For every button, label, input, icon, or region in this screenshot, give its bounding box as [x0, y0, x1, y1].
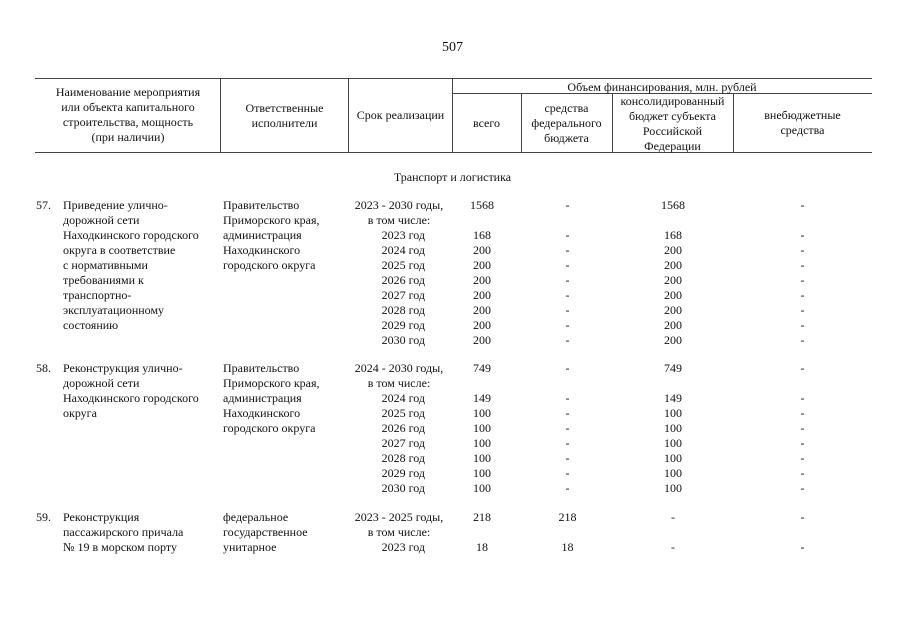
header-consolidated-line: Российской: [642, 124, 703, 138]
row-extrabudgetary-line: -: [800, 361, 805, 375]
row-term-line: 2026 год: [381, 421, 425, 435]
row-total-line: 149: [473, 391, 491, 405]
row-federal-line: -: [565, 391, 570, 405]
row-responsible: [223, 510, 348, 555]
header-top-border: [35, 78, 872, 79]
row-term-line: 2026 год: [381, 273, 425, 287]
header-name-line: (при наличии): [91, 130, 165, 144]
row-federal-line: -: [565, 406, 570, 420]
row-extrabudgetary-line: -: [800, 273, 805, 287]
col-divider-1: [220, 78, 221, 152]
row-federal-line: -: [565, 318, 570, 332]
row-extrabudgetary-line: -: [800, 198, 805, 212]
row-term: [349, 361, 449, 496]
row-name: [63, 361, 223, 421]
row-federal-line: -: [565, 288, 570, 302]
row-extrabudgetary-line: -: [800, 436, 805, 450]
row-total-line: 200: [473, 288, 491, 302]
row-name-line: транспортно-: [63, 288, 132, 302]
row-total-line: 749: [473, 361, 491, 375]
row-total-line: 100: [473, 451, 491, 465]
row-responsible-line: администрация: [223, 391, 302, 405]
row-federal-line: -: [565, 228, 570, 242]
row-term-line: 2025 год: [381, 406, 425, 420]
row-federal-line: 218: [558, 510, 577, 524]
row-total-line: 100: [473, 421, 491, 435]
row-federal-line: [540, 376, 595, 391]
row-responsible-line: государственное: [223, 525, 308, 539]
section-title: Транспорт и логистика: [393, 170, 512, 184]
row-extrabudgetary-line: [780, 213, 825, 228]
row-federal-line: -: [565, 243, 570, 257]
row-extrabudgetary-line: -: [800, 391, 805, 405]
row-responsible-line: Правительство: [223, 198, 300, 212]
row-total-line: [462, 376, 502, 391]
row-consolidated-line: -: [671, 510, 675, 524]
row-extrabudgetary: [780, 198, 825, 348]
row-responsible: [223, 198, 348, 273]
row-consolidated-line: 168: [664, 228, 682, 242]
row-term-line: 2028 год: [381, 303, 425, 317]
header-responsible-line: Ответственные: [245, 101, 324, 115]
row-total-line: 168: [473, 228, 491, 242]
page-number: 507: [442, 40, 463, 55]
row-consolidated-line: 1568: [661, 198, 685, 212]
row-federal-line: -: [565, 451, 570, 465]
row-name-line: с нормативными: [63, 258, 148, 272]
header-consolidated: [612, 94, 733, 154]
header-bottom-border: [35, 152, 872, 153]
row-term-line: 2023 - 2030 годы,: [354, 198, 444, 212]
row-total-line: [462, 213, 502, 228]
row-total-line: 218: [473, 510, 491, 524]
row-total-line: [462, 525, 502, 540]
row-term-line: 2023 - 2025 годы,: [354, 510, 444, 524]
row-consolidated-line: 200: [664, 273, 682, 287]
row-total-line: 18: [476, 540, 488, 554]
row-name-line: пассажирского причала: [63, 525, 184, 539]
row-extrabudgetary-line: -: [800, 243, 805, 257]
row-name-line: дорожной сети: [63, 213, 140, 227]
row-total-line: 200: [473, 273, 491, 287]
row-federal-line: -: [565, 421, 570, 435]
row-consolidated-line: [640, 213, 706, 228]
row-consolidated-line: 100: [664, 451, 682, 465]
row-responsible-line: унитарное: [223, 540, 277, 554]
row-federal-line: [540, 525, 595, 540]
row-consolidated-line: 100: [664, 406, 682, 420]
row-consolidated-line: 200: [664, 243, 682, 257]
header-federal-line: федерального: [531, 116, 602, 130]
row-name: [63, 510, 223, 555]
row-consolidated: [640, 510, 706, 555]
row-name-line: требованиями к: [63, 273, 144, 287]
row-federal: [540, 361, 595, 496]
row-responsible-line: Правительство: [223, 361, 300, 375]
header-responsible-line: исполнители: [251, 116, 318, 130]
row-total-line: 100: [473, 481, 491, 495]
row-responsible-line: Приморского края,: [223, 376, 320, 390]
row-extrabudgetary-line: [780, 525, 825, 540]
row-term-line: в том числе:: [367, 525, 431, 539]
row-name-line: Реконструкция: [63, 510, 140, 524]
header-extrabudgetary-line: средства: [780, 123, 825, 137]
row-responsible-line: федеральное: [223, 510, 289, 524]
row-consolidated-line: 100: [664, 481, 682, 495]
row-total-line: 200: [473, 303, 491, 317]
row-term-line: 2024 - 2030 годы,: [354, 361, 444, 375]
row-term-line: 2027 год: [381, 288, 425, 302]
header-responsible: [222, 101, 347, 131]
row-consolidated-line: [640, 525, 706, 540]
header-name-line: или объекта капитального: [61, 100, 195, 114]
row-total-line: 200: [473, 333, 491, 347]
row-extrabudgetary-line: -: [800, 303, 805, 317]
row-term-line: 2029 год: [381, 466, 425, 480]
row-responsible-line: Приморского края,: [223, 213, 320, 227]
row-total: [462, 198, 502, 348]
row-federal-line: -: [565, 303, 570, 317]
header-extrabudgetary: [733, 108, 872, 138]
row-extrabudgetary-line: -: [800, 333, 805, 347]
row-extrabudgetary-line: -: [800, 481, 805, 495]
row-name-line: дорожной сети: [63, 376, 140, 390]
row-term: [349, 198, 449, 348]
header-federal-line: средства: [544, 101, 589, 115]
row-consolidated-line: 100: [664, 436, 682, 450]
row-name-line: округа в соответствие: [63, 243, 176, 257]
row-consolidated: [640, 361, 706, 496]
row-term-line: 2029 год: [381, 318, 425, 332]
row-number: 57.: [36, 198, 51, 212]
row-federal-line: -: [565, 258, 570, 272]
row-federal-line: -: [565, 361, 570, 375]
row-name-line: Приведение улично-: [63, 198, 168, 212]
row-consolidated: [640, 198, 706, 348]
row-extrabudgetary-line: -: [800, 510, 805, 524]
row-name-line: № 19 в морском порту: [63, 540, 177, 554]
row-federal-line: -: [565, 481, 570, 495]
row-federal: [540, 198, 595, 348]
row-federal-line: -: [565, 198, 570, 212]
row-responsible-line: городского округа: [223, 258, 316, 272]
row-total-line: 100: [473, 466, 491, 480]
row-extrabudgetary-line: -: [800, 288, 805, 302]
row-term-line: 2025 год: [381, 258, 425, 272]
row-term-line: 2024 год: [381, 391, 425, 405]
row-extrabudgetary: [780, 510, 825, 555]
row-number: 58.: [36, 361, 51, 375]
row-federal-line: -: [565, 273, 570, 287]
row-total-line: 1568: [470, 198, 494, 212]
row-name-line: состоянию: [63, 318, 119, 332]
row-consolidated-line: -: [671, 540, 675, 554]
row-federal-line: [540, 213, 595, 228]
row-name-line: Реконструкция улично-: [63, 361, 183, 375]
header-term: Срок реализации: [356, 108, 445, 122]
row-federal-line: -: [565, 333, 570, 347]
header-consolidated-line: Федерации: [644, 139, 701, 153]
row-extrabudgetary-line: -: [800, 421, 805, 435]
row-responsible-line: городского округа: [223, 421, 316, 435]
row-term-line: 2028 год: [381, 451, 425, 465]
header-name: [38, 85, 218, 145]
header-name-line: строительства, мощность: [62, 115, 194, 129]
row-federal-line: -: [565, 466, 570, 480]
row-extrabudgetary-line: -: [800, 228, 805, 242]
row-consolidated-line: 100: [664, 466, 682, 480]
row-responsible: [223, 361, 348, 436]
row-term-line: 2030 год: [381, 481, 425, 495]
row-term: [349, 510, 449, 555]
row-consolidated-line: 200: [664, 333, 682, 347]
row-term-line: 2023 год: [381, 228, 425, 242]
row-extrabudgetary-line: -: [800, 258, 805, 272]
row-consolidated-line: 100: [664, 421, 682, 435]
row-consolidated-line: 749: [664, 361, 682, 375]
row-federal: [540, 510, 595, 555]
row-extrabudgetary-line: -: [800, 406, 805, 420]
header-federal-line: бюджета: [544, 131, 589, 145]
row-name-line: Находкинского городского: [63, 228, 199, 242]
row-term-line: 2024 год: [381, 243, 425, 257]
header-extrabudgetary-line: внебюджетные: [764, 108, 841, 122]
row-total-line: 200: [473, 318, 491, 332]
row-term-line: 2030 год: [381, 333, 425, 347]
row-extrabudgetary-line: [780, 376, 825, 391]
row-responsible-line: администрация: [223, 228, 302, 242]
row-consolidated-line: [640, 376, 706, 391]
row-federal-line: 18: [561, 540, 574, 554]
row-responsible-line: Находкинского: [223, 406, 301, 420]
row-consolidated-line: 149: [664, 391, 682, 405]
row-consolidated-line: 200: [664, 288, 682, 302]
row-consolidated-line: 200: [664, 318, 682, 332]
row-federal-line: -: [565, 436, 570, 450]
header-consolidated-line: бюджет субъекта: [628, 109, 716, 123]
row-responsible-line: Находкинского: [223, 243, 301, 257]
row-name-line: Находкинского городского: [63, 391, 199, 405]
row-name: [63, 198, 223, 333]
header-consolidated-line: консолидированный: [620, 94, 725, 108]
row-total: [462, 510, 502, 555]
row-total-line: 200: [473, 258, 491, 272]
row-total-line: 200: [473, 243, 491, 257]
row-total-line: 100: [473, 406, 491, 420]
row-consolidated-line: 200: [664, 303, 682, 317]
row-number: 59.: [36, 510, 51, 524]
row-term-line: 2027 год: [381, 436, 425, 450]
header-name-line: Наименование мероприятия: [55, 85, 201, 99]
row-total: [462, 361, 502, 496]
row-term-line: 2023 год: [381, 540, 425, 554]
row-extrabudgetary-line: -: [800, 466, 805, 480]
row-name-line: эксплуатационному: [63, 303, 165, 317]
header-funding-group: Объем финансирования, млн. рублей: [567, 80, 757, 94]
row-extrabudgetary-line: -: [800, 540, 805, 554]
row-extrabudgetary-line: -: [800, 451, 805, 465]
row-name-line: округа: [63, 406, 97, 420]
row-extrabudgetary-line: -: [800, 318, 805, 332]
header-total: всего: [472, 116, 501, 130]
row-term-line: в том числе:: [367, 376, 431, 390]
row-extrabudgetary: [780, 361, 825, 496]
header-federal: [521, 101, 612, 146]
row-total-line: 100: [473, 436, 491, 450]
row-consolidated-line: 200: [664, 258, 682, 272]
row-term-line: в том числе:: [367, 213, 431, 227]
